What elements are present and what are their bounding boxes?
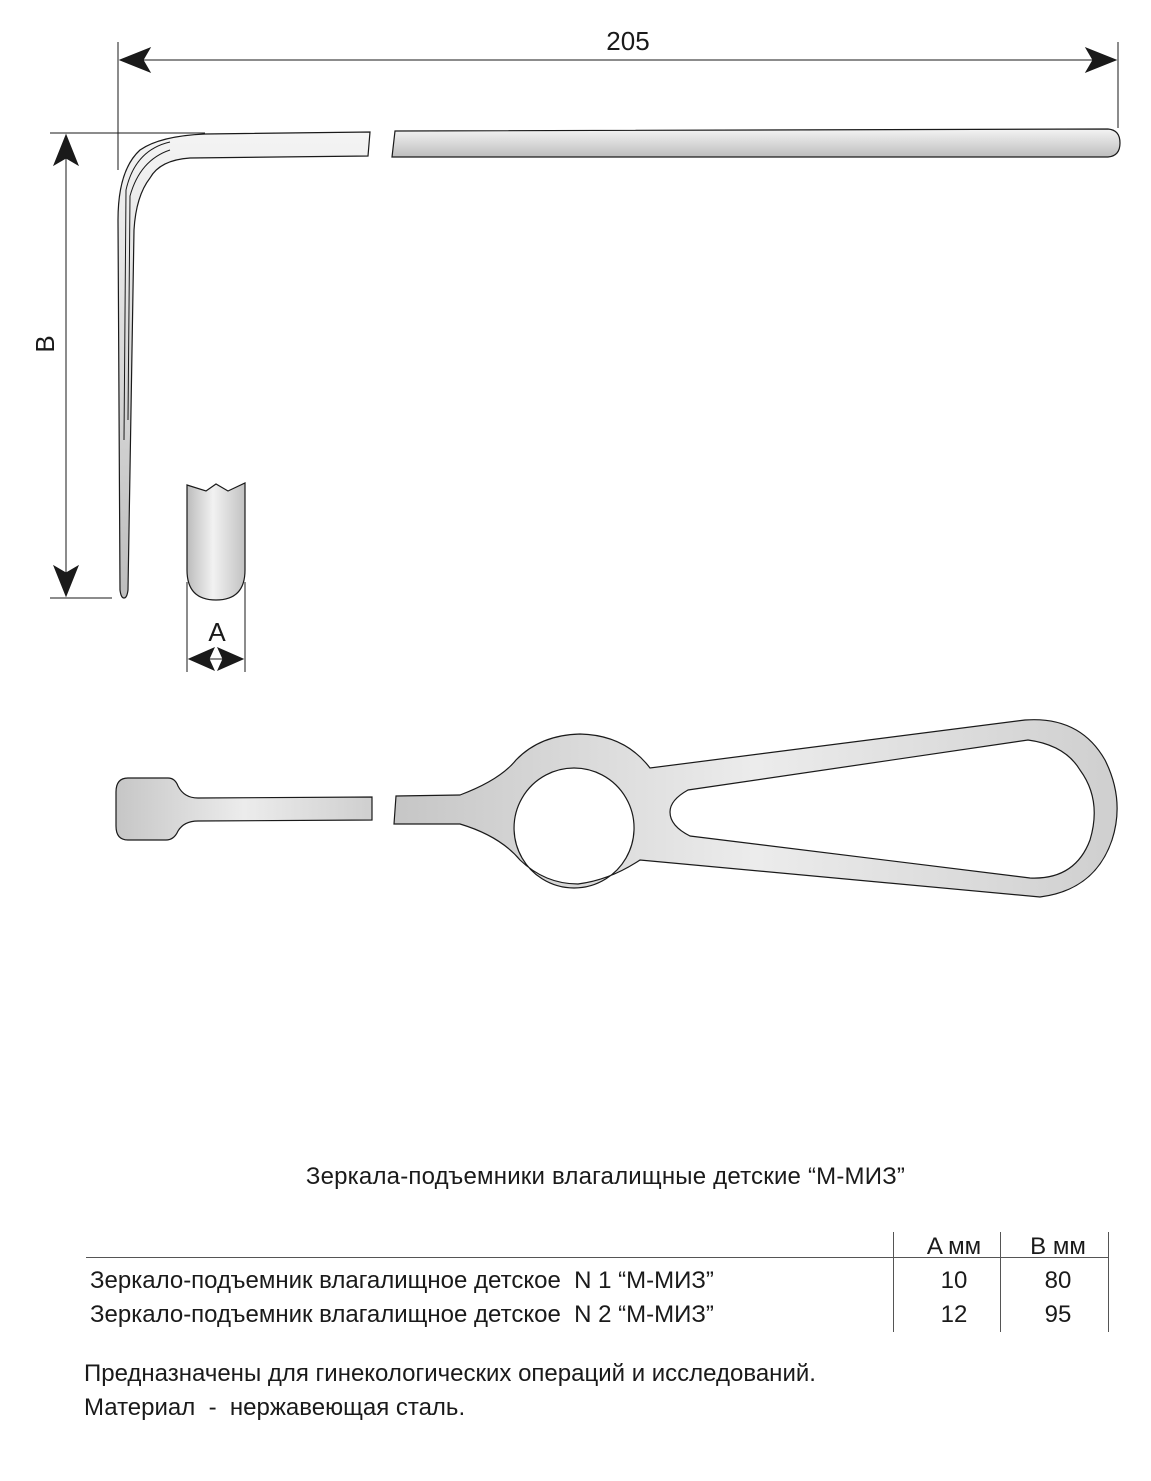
header-b: B мм xyxy=(1030,1233,1086,1260)
instrument-top-view xyxy=(116,720,1117,897)
purpose-note: Предназначены для гинекологических операций и исследований. xyxy=(84,1360,816,1387)
header-a: A мм xyxy=(926,1233,982,1260)
dimension-a-label: A xyxy=(208,617,226,647)
table-header-row xyxy=(86,1230,1110,1264)
row-name: Зеркало-подъемник влагалищное детское N 2 “М-МИЗ” xyxy=(90,1301,714,1328)
dimension-length-label: 205 xyxy=(606,26,650,56)
table-row xyxy=(86,1264,1110,1298)
row-b-value: 80 xyxy=(1044,1267,1072,1294)
dimension-b-label: B xyxy=(30,335,60,353)
spec-table xyxy=(86,1230,1110,1332)
row-b-value: 95 xyxy=(1044,1301,1072,1328)
notes xyxy=(84,1357,816,1425)
material-note: Материал - нержавеющая сталь. xyxy=(84,1394,466,1421)
instrument-side-view xyxy=(118,129,1120,598)
product-title: Зеркала-подъемники влагалищные детские “М-МИЗ” xyxy=(305,1163,906,1190)
row-a-value: 10 xyxy=(940,1267,968,1294)
row-a-value: 12 xyxy=(940,1301,968,1328)
table-row xyxy=(86,1298,1110,1332)
blade-tip-detail xyxy=(187,483,245,600)
row-name: Зеркало-подъемник влагалищное детское N 1 “М-МИЗ” xyxy=(90,1267,714,1294)
